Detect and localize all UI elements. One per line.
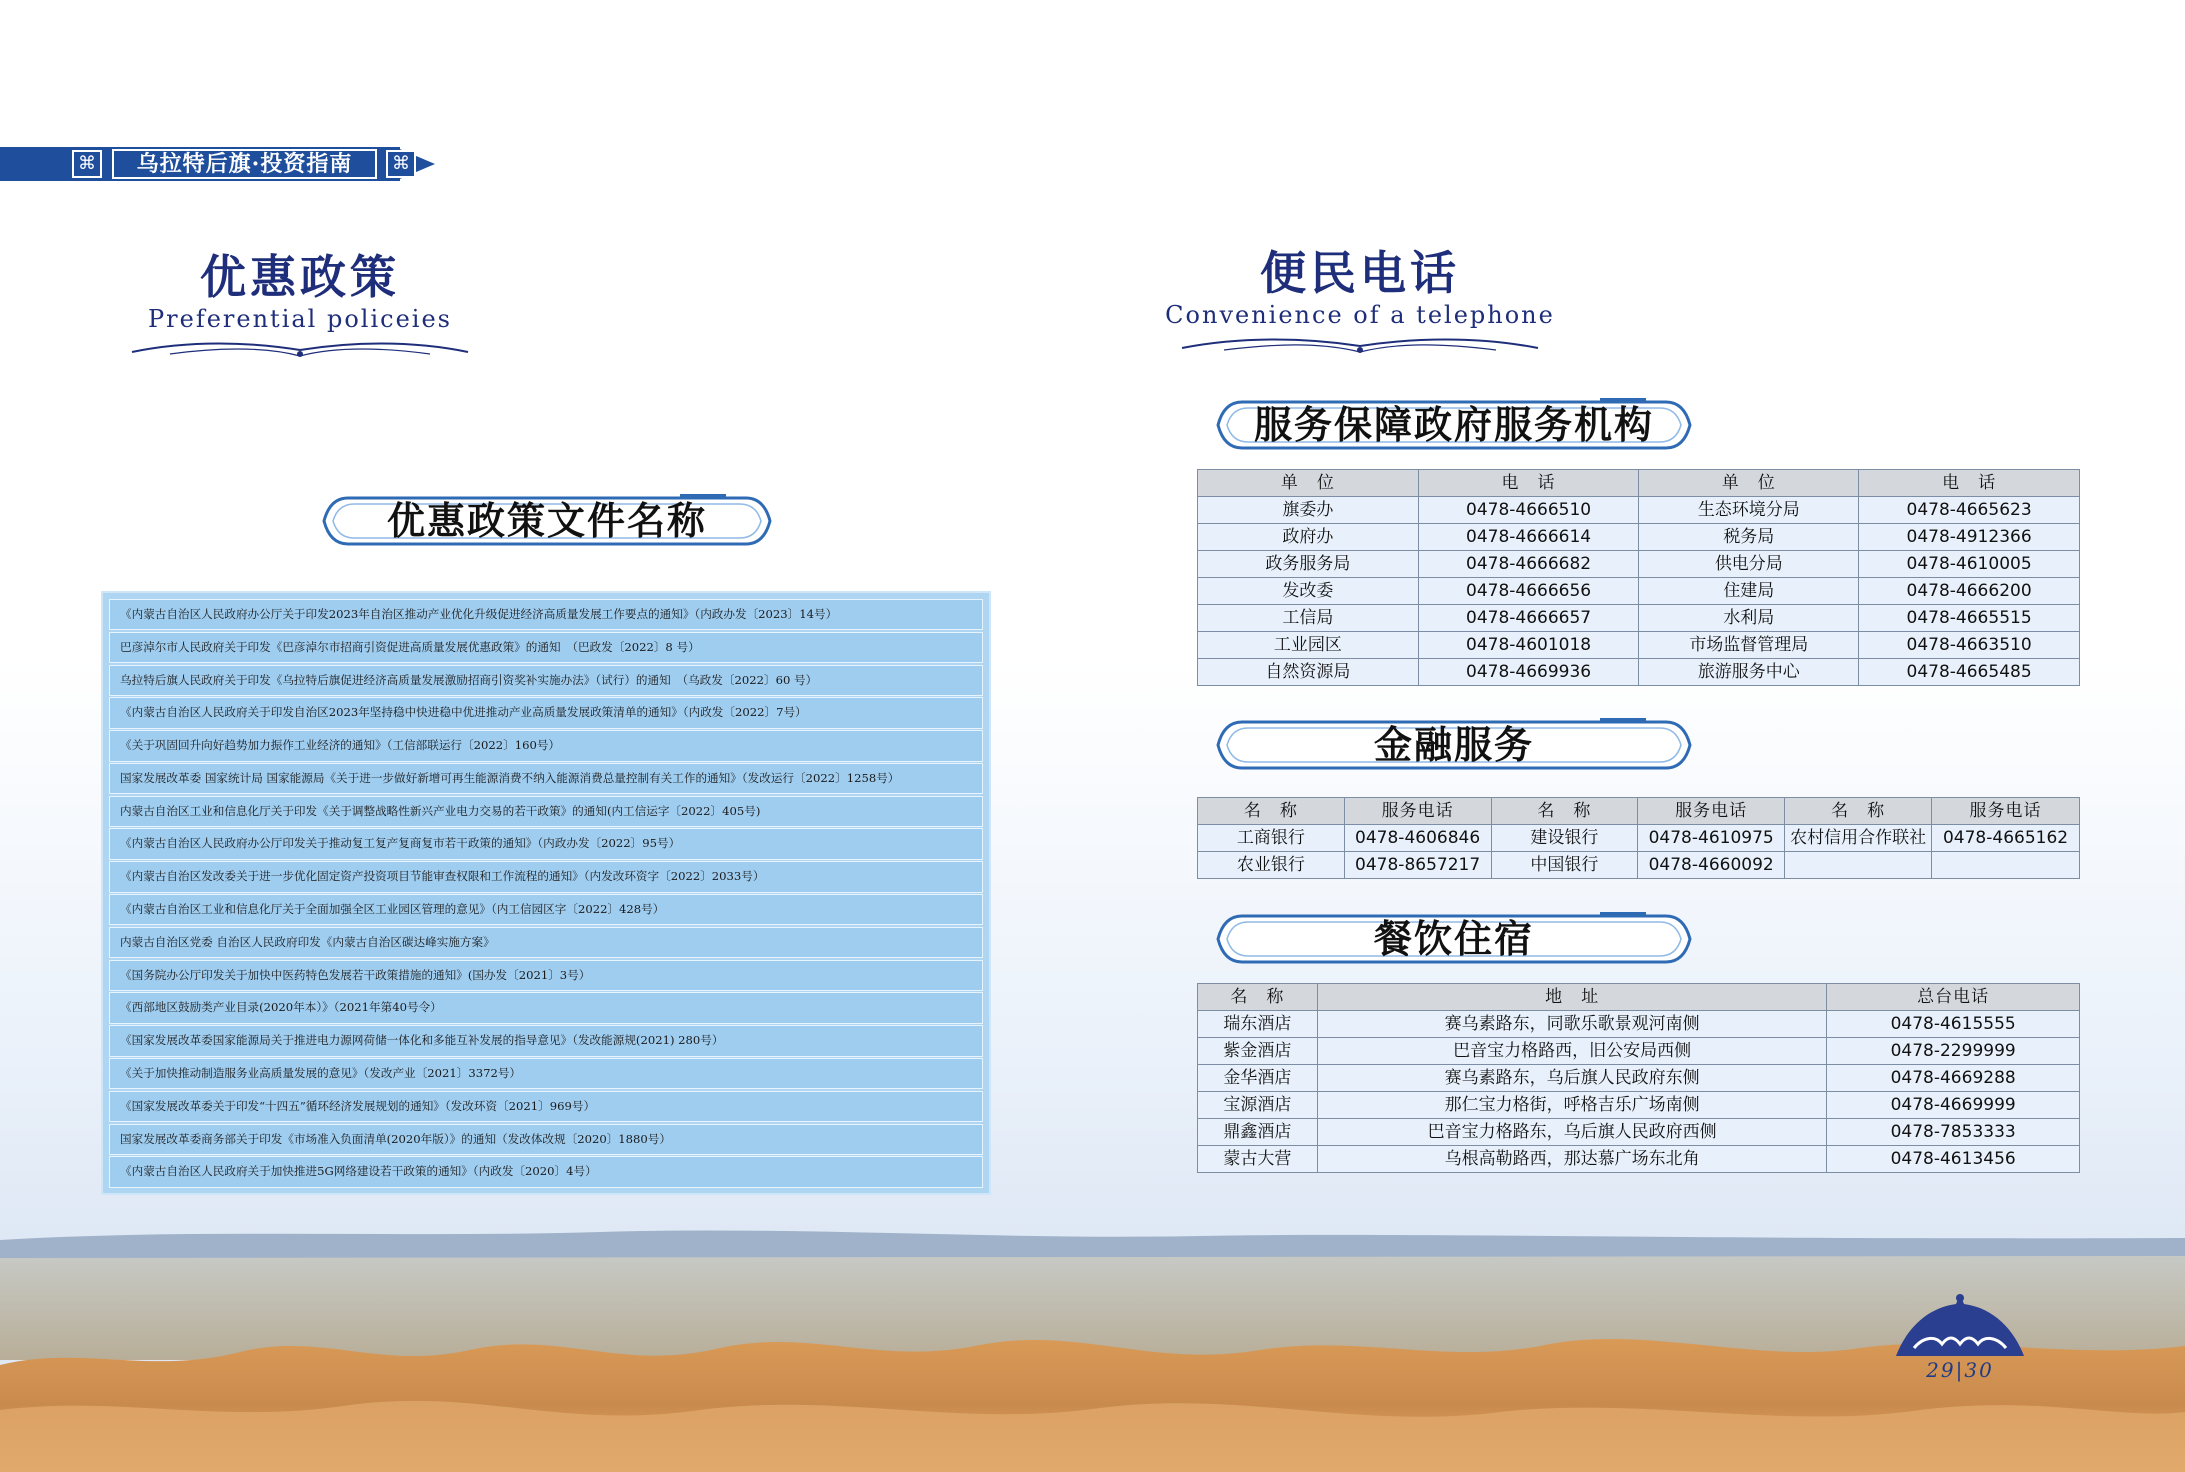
table-cell: 宝源酒店	[1198, 1092, 1318, 1119]
table-cell: 0478-4601018	[1418, 632, 1639, 659]
table-cell	[1932, 852, 2080, 879]
table-cell: 0478-4666682	[1418, 551, 1639, 578]
finance-heading-text: 金融服务	[1373, 722, 1534, 767]
list-item: 《内蒙古自治区发改委关于进一步优化固定资产投资项目节能审查权限和工作流程的通知》（内发改环资字〔2022〕2033号）	[109, 861, 983, 892]
table-cell: 赛乌素路东，同歌乐歌景观河南侧	[1317, 1011, 1826, 1038]
table-cell: 0478-4606846	[1344, 825, 1491, 852]
table-cell: 那仁宝力格街，呼格吉乐广场南侧	[1317, 1092, 1826, 1119]
table-cell: 农业银行	[1198, 852, 1345, 879]
table-cell: 0478-4666656	[1418, 578, 1639, 605]
list-item: 《内蒙古自治区工业和信息化厅关于全面加强全区工业园区管理的意见》（内工信园区字〔2022〕428号）	[109, 894, 983, 925]
dining-heading-text: 餐饮住宿	[1373, 916, 1534, 961]
dining-heading	[1212, 912, 1696, 966]
finance-table	[1197, 797, 2080, 879]
table-cell: 0478-4666657	[1418, 605, 1639, 632]
table-cell: 0478-4669999	[1827, 1092, 2080, 1119]
policy-list-heading-text: 优惠政策文件名称	[386, 498, 707, 543]
table-cell: 0478-4610005	[1859, 551, 2080, 578]
dining-table	[1197, 983, 2080, 1173]
title-english: Preferential policeies	[148, 305, 452, 333]
table-header-row	[1198, 470, 2080, 497]
table-cell: 蒙古大营	[1198, 1146, 1318, 1173]
column-header: 单 位	[1198, 470, 1419, 497]
list-item: 国家发展改革委商务部关于印发《市场准入负面清单(2020年版）》的通知（发改体改规〔2020〕1880号）	[109, 1124, 983, 1155]
table-row	[1198, 852, 2080, 879]
table-cell: 供电分局	[1639, 551, 1859, 578]
table-cell: 政府办	[1198, 524, 1419, 551]
table-cell: 旅游服务中心	[1639, 659, 1859, 686]
table-cell: 0478-4665623	[1859, 497, 2080, 524]
preferential-policy-title	[130, 250, 470, 360]
list-item: 国家发展改革委 国家统计局 国家能源局《关于进一步做好新增可再生能源消费不纳入能源消费总量控制有关工作的通知》（发改运行〔2022〕1258号）	[109, 763, 983, 794]
list-item: 《国家发展改革委关于印发“十四五”循环经济发展规划的通知》（发改环资〔2021〕969号）	[109, 1091, 983, 1122]
table-row	[1198, 825, 2080, 852]
table-row	[1198, 1146, 2080, 1173]
table-cell: 0478-4663510	[1859, 632, 2080, 659]
page-number: 29|30	[1926, 1358, 1994, 1382]
table-row	[1198, 524, 2080, 551]
table-cell: 0478-4912366	[1859, 524, 2080, 551]
column-header: 地 址	[1317, 984, 1826, 1011]
convenience-phone-title	[1160, 246, 1560, 356]
table-cell: 0478-4666614	[1418, 524, 1639, 551]
table-cell: 住建局	[1639, 578, 1859, 605]
table-header-row	[1198, 798, 2080, 825]
list-item: 《内蒙古自治区人民政府关于加快推进5G网络建设若干政策的通知》（内政发〔2020〕4号）	[109, 1156, 983, 1187]
table-cell: 0478-4615555	[1827, 1011, 2080, 1038]
table-cell: 0478-8657217	[1344, 852, 1491, 879]
table-cell: 0478-2299999	[1827, 1038, 2080, 1065]
column-header: 服务电话	[1638, 798, 1785, 825]
table-cell: 生态环境分局	[1639, 497, 1859, 524]
table-cell: 0478-4669936	[1418, 659, 1639, 686]
table-cell: 0478-4666200	[1859, 578, 2080, 605]
table-cell: 巴音宝力格路东，乌后旗人民政府西侧	[1317, 1119, 1826, 1146]
table-cell	[1785, 852, 1932, 879]
table-cell: 0478-4666510	[1418, 497, 1639, 524]
column-header: 名 称	[1198, 798, 1345, 825]
gov-services-heading-text: 服务保障政府服务机构	[1253, 402, 1654, 447]
column-header: 电 话	[1859, 470, 2080, 497]
list-item: 乌拉特后旗人民政府关于印发《乌拉特后旗促进经济高质量发展激励招商引资奖补实施办法》（试行）的通知 （乌政发〔2022〕60 号）	[109, 665, 983, 696]
table-cell: 0478-4610975	[1638, 825, 1785, 852]
table-cell: 0478-7853333	[1827, 1119, 2080, 1146]
column-header: 服务电话	[1344, 798, 1491, 825]
swash-ornament-icon	[130, 338, 470, 360]
ornament-knot-icon: ⌘	[72, 150, 102, 178]
list-item: 《内蒙古自治区人民政府办公厅关于印发2023年自治区推动产业优化升级促进经济高质量发展工作要点的通知》（内政办发〔2023〕14号）	[109, 599, 983, 630]
title-english: Convenience of a telephone	[1165, 301, 1555, 329]
table-cell: 金华酒店	[1198, 1065, 1318, 1092]
table-cell: 工商银行	[1198, 825, 1345, 852]
table-cell: 水利局	[1639, 605, 1859, 632]
table-header-row	[1198, 984, 2080, 1011]
table-cell: 0478-4665485	[1859, 659, 2080, 686]
finance-heading	[1212, 718, 1696, 772]
ornament-knot-icon: ⌘	[386, 150, 416, 178]
table-cell: 0478-4665162	[1932, 825, 2080, 852]
table-cell: 农村信用合作联社	[1785, 825, 1932, 852]
table-cell: 0478-4669288	[1827, 1065, 2080, 1092]
table-cell: 建设银行	[1491, 825, 1638, 852]
table-row	[1198, 497, 2080, 524]
list-item: 《关于巩固回升向好趋势加力振作工业经济的通知》（工信部联运行〔2022〕160号）	[109, 730, 983, 761]
table-cell: 工业园区	[1198, 632, 1419, 659]
swash-ornament-icon	[1180, 334, 1540, 356]
table-row	[1198, 551, 2080, 578]
gov-services-table	[1197, 469, 2080, 686]
list-item: 《国家发展改革委国家能源局关于推进电力源网荷储一体化和多能互补发展的指导意见》（发改能源规(2021) 280号）	[109, 1025, 983, 1056]
table-cell: 市场监督管理局	[1639, 632, 1859, 659]
column-header: 名 称	[1785, 798, 1932, 825]
column-header: 总台电话	[1827, 984, 2080, 1011]
list-item: 《西部地区鼓励类产业目录(2020年本）》（2021年第40号令）	[109, 992, 983, 1023]
table-cell: 工信局	[1198, 605, 1419, 632]
table-cell: 巴音宝力格路西，旧公安局西侧	[1317, 1038, 1826, 1065]
header-strip	[0, 147, 435, 181]
table-cell: 0478-4665515	[1859, 605, 2080, 632]
table-cell: 发改委	[1198, 578, 1419, 605]
policy-list	[101, 591, 991, 1195]
table-row	[1198, 659, 2080, 686]
table-row	[1198, 1038, 2080, 1065]
header-title: 乌拉特后旗·投资指南	[112, 149, 377, 179]
column-header: 名 称	[1198, 984, 1318, 1011]
table-cell: 自然资源局	[1198, 659, 1419, 686]
table-cell: 鼎鑫酒店	[1198, 1119, 1318, 1146]
table-row	[1198, 605, 2080, 632]
gov-services-heading	[1212, 398, 1696, 452]
list-item: 巴彦淖尔市人民政府关于印发《巴彦淖尔市招商引资促进高质量发展优惠政策》的通知 （巴政发〔2022〕8 号）	[109, 632, 983, 663]
table-cell: 政务服务局	[1198, 551, 1419, 578]
table-cell: 瑞东酒店	[1198, 1011, 1318, 1038]
list-item: 内蒙古自治区工业和信息化厅关于印发《关于调整战略性新兴产业电力交易的若干政策》的通知(内工信运字〔2022〕405号)	[109, 796, 983, 827]
list-item: 《内蒙古自治区人民政府关于印发自治区2023年坚持稳中快进稳中优进推动产业高质量发展政策清单的通知》（内政发〔2022〕7号）	[109, 697, 983, 728]
table-row	[1198, 1119, 2080, 1146]
list-item: 《关于加快推动制造服务业高质量发展的意见》（发改产业〔2021〕3372号）	[109, 1058, 983, 1089]
table-row	[1198, 1065, 2080, 1092]
table-row	[1198, 1092, 2080, 1119]
list-item: 内蒙古自治区党委 自治区人民政府印发《内蒙古自治区碳达峰实施方案》	[109, 927, 983, 958]
table-cell: 税务局	[1639, 524, 1859, 551]
table-cell: 乌根高勒路西，那达慕广场东北角	[1317, 1146, 1826, 1173]
column-header: 名 称	[1491, 798, 1638, 825]
list-item: 《内蒙古自治区人民政府办公厅印发关于推动复工复产复商复市若干政策的通知》（内政办发〔2022〕95号）	[109, 828, 983, 859]
column-header: 服务电话	[1932, 798, 2080, 825]
column-header: 单 位	[1639, 470, 1859, 497]
table-cell: 紫金酒店	[1198, 1038, 1318, 1065]
table-cell: 中国银行	[1491, 852, 1638, 879]
table-row	[1198, 632, 2080, 659]
title-chinese: 优惠政策	[200, 250, 400, 304]
table-cell: 0478-4613456	[1827, 1146, 2080, 1173]
table-cell: 赛乌素路东，乌后旗人民政府东侧	[1317, 1065, 1826, 1092]
column-header: 电 话	[1418, 470, 1639, 497]
table-cell: 旗委办	[1198, 497, 1419, 524]
policy-list-heading	[318, 494, 776, 548]
title-chinese: 便民电话	[1260, 246, 1460, 300]
list-item: 《国务院办公厅印发关于加快中医药特色发展若干政策措施的通知》(国办发〔2021〕3号）	[109, 960, 983, 991]
table-row	[1198, 578, 2080, 605]
table-row	[1198, 1011, 2080, 1038]
table-cell: 0478-4660092	[1638, 852, 1785, 879]
